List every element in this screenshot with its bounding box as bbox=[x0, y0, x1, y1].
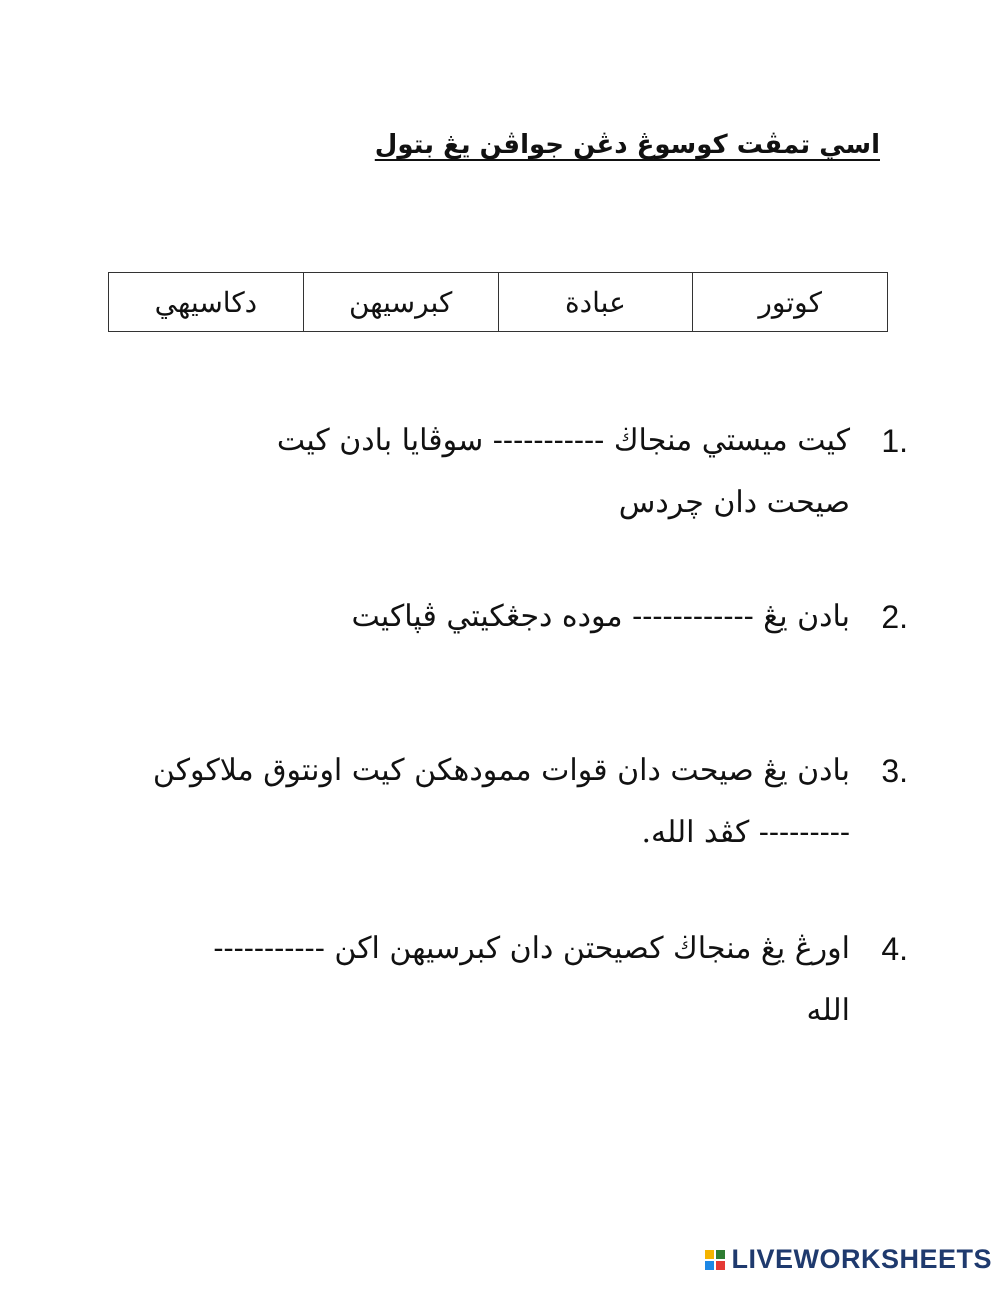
question-line: كيت ميستي منجاڬ ----------- سوڤايا بادن كيت bbox=[276, 423, 850, 458]
question-number: 2. bbox=[881, 599, 908, 635]
question-line: --------- كڤد الله. bbox=[641, 815, 850, 850]
logo-blocks-icon bbox=[705, 1250, 725, 1270]
logo-block bbox=[705, 1261, 714, 1270]
question-4 bbox=[110, 918, 908, 1042]
word-bank-cell: عبادة bbox=[498, 273, 693, 331]
question-line: بادن يڠ صيحت دان قوات ممودهكن كيت اونتوق ملاكوكن bbox=[152, 753, 850, 788]
logo-block bbox=[716, 1250, 725, 1259]
word-bank-cell: كبرسيهن bbox=[303, 273, 498, 331]
worksheet-title: اسي تمڤت كوسوڠ دڠن جواڤن يڠ بتول bbox=[374, 130, 880, 160]
liveworksheets-logo bbox=[705, 1244, 992, 1275]
question-number: 1. bbox=[881, 423, 908, 459]
question-line: صيحت دان چردس bbox=[618, 485, 850, 520]
word-bank-cell: دكاسيهي bbox=[154, 285, 258, 319]
word-bank-table bbox=[108, 272, 888, 332]
question-line: اورڠ يڠ منجاڬ كصيحتن دان كبرسيهن اكن ----------- bbox=[213, 931, 850, 966]
logo-block bbox=[716, 1261, 725, 1270]
logo-block bbox=[705, 1250, 714, 1259]
question-1 bbox=[110, 410, 908, 534]
brand-name: LIVEWORKSHEETS bbox=[731, 1244, 992, 1274]
question-number: 3. bbox=[881, 753, 908, 789]
word-bank-cell: كوتور bbox=[692, 273, 887, 331]
question-number: 4. bbox=[881, 931, 908, 967]
question-2 bbox=[110, 586, 908, 648]
question-line: الله bbox=[806, 993, 850, 1028]
question-3 bbox=[110, 740, 908, 864]
question-line: بادن يڠ ------------ موده دجڠكيتي ڤپاكيت bbox=[351, 599, 850, 634]
